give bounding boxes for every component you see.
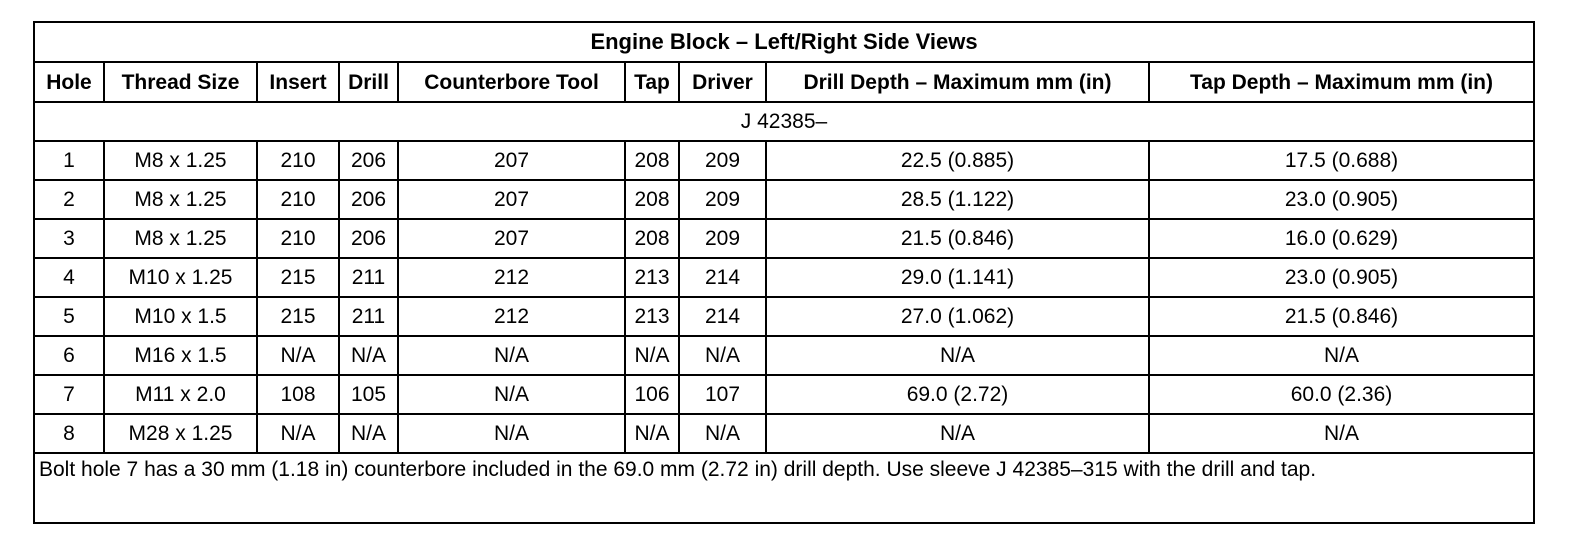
header-driver: Driver — [679, 62, 766, 102]
cell-driver: 209 — [679, 180, 766, 219]
table-row — [34, 219, 1534, 258]
cell-drill-depth: N/A — [766, 336, 1149, 375]
cell-tap-depth: 16.0 (0.629) — [1149, 219, 1534, 258]
header-thread-size: Thread Size — [104, 62, 257, 102]
engine-block-spec-table — [33, 21, 1535, 524]
header-tap-depth: Tap Depth – Maximum mm (in) — [1149, 62, 1534, 102]
cell-drill: 211 — [339, 297, 398, 336]
kit-row — [34, 102, 1534, 141]
cell-drill: 206 — [339, 141, 398, 180]
cell-drill: N/A — [339, 414, 398, 453]
table-header-row — [34, 62, 1534, 102]
cell-driver: N/A — [679, 414, 766, 453]
header-drill-depth: Drill Depth – Maximum mm (in) — [766, 62, 1149, 102]
header-tap: Tap — [625, 62, 679, 102]
cell-thread-size: M8 x 1.25 — [104, 219, 257, 258]
cell-tap: N/A — [625, 414, 679, 453]
cell-drill-depth: 21.5 (0.846) — [766, 219, 1149, 258]
table-note: Bolt hole 7 has a 30 mm (1.18 in) counterbore included in the 69.0 mm (2.72 in) drill depth. Use sleeve J 42385–315 with the drill and tap. — [34, 453, 1534, 523]
cell-counterbore-tool: 212 — [398, 258, 625, 297]
header-counterbore-tool: Counterbore Tool — [398, 62, 625, 102]
cell-insert: 215 — [257, 297, 339, 336]
cell-drill-depth: 22.5 (0.885) — [766, 141, 1149, 180]
cell-insert: 210 — [257, 141, 339, 180]
spec-table-container — [33, 21, 1533, 524]
cell-insert: 210 — [257, 180, 339, 219]
cell-tap: 106 — [625, 375, 679, 414]
table-title-row — [34, 22, 1534, 62]
table-row — [34, 297, 1534, 336]
cell-driver: 209 — [679, 141, 766, 180]
cell-thread-size: M10 x 1.25 — [104, 258, 257, 297]
cell-tap-depth: 17.5 (0.688) — [1149, 141, 1534, 180]
cell-hole: 6 — [34, 336, 104, 375]
cell-hole: 4 — [34, 258, 104, 297]
cell-driver: N/A — [679, 336, 766, 375]
cell-insert: N/A — [257, 336, 339, 375]
cell-drill: N/A — [339, 336, 398, 375]
cell-tap-depth: N/A — [1149, 336, 1534, 375]
cell-thread-size: M8 x 1.25 — [104, 141, 257, 180]
table-body — [34, 141, 1534, 453]
cell-counterbore-tool: 207 — [398, 219, 625, 258]
cell-driver: 209 — [679, 219, 766, 258]
cell-tap: 208 — [625, 180, 679, 219]
cell-drill-depth: N/A — [766, 414, 1149, 453]
cell-drill-depth: 27.0 (1.062) — [766, 297, 1149, 336]
cell-insert: N/A — [257, 414, 339, 453]
cell-hole: 8 — [34, 414, 104, 453]
cell-drill: 206 — [339, 180, 398, 219]
cell-tap: 213 — [625, 258, 679, 297]
cell-counterbore-tool: N/A — [398, 375, 625, 414]
header-insert: Insert — [257, 62, 339, 102]
cell-drill: 211 — [339, 258, 398, 297]
cell-tap-depth: 21.5 (0.846) — [1149, 297, 1534, 336]
cell-tap: 208 — [625, 141, 679, 180]
cell-thread-size: M8 x 1.25 — [104, 180, 257, 219]
cell-drill: 105 — [339, 375, 398, 414]
cell-drill-depth: 69.0 (2.72) — [766, 375, 1149, 414]
cell-hole: 5 — [34, 297, 104, 336]
cell-driver: 107 — [679, 375, 766, 414]
cell-tap: 213 — [625, 297, 679, 336]
cell-thread-size: M10 x 1.5 — [104, 297, 257, 336]
cell-hole: 2 — [34, 180, 104, 219]
cell-counterbore-tool: 212 — [398, 297, 625, 336]
cell-counterbore-tool: N/A — [398, 336, 625, 375]
table-row — [34, 141, 1534, 180]
cell-drill-depth: 28.5 (1.122) — [766, 180, 1149, 219]
table-row — [34, 336, 1534, 375]
cell-driver: 214 — [679, 297, 766, 336]
cell-hole: 3 — [34, 219, 104, 258]
cell-tap-depth: 23.0 (0.905) — [1149, 258, 1534, 297]
cell-drill-depth: 29.0 (1.141) — [766, 258, 1149, 297]
cell-drill: 206 — [339, 219, 398, 258]
cell-thread-size: M11 x 2.0 — [104, 375, 257, 414]
cell-hole: 7 — [34, 375, 104, 414]
header-hole: Hole — [34, 62, 104, 102]
cell-insert: 108 — [257, 375, 339, 414]
cell-tap-depth: 60.0 (2.36) — [1149, 375, 1534, 414]
note-row — [34, 453, 1534, 523]
cell-counterbore-tool: 207 — [398, 141, 625, 180]
cell-counterbore-tool: N/A — [398, 414, 625, 453]
cell-thread-size: M16 x 1.5 — [104, 336, 257, 375]
cell-tap-depth: N/A — [1149, 414, 1534, 453]
header-drill: Drill — [339, 62, 398, 102]
cell-tap: N/A — [625, 336, 679, 375]
kit-number: J 42385– — [34, 102, 1534, 141]
cell-counterbore-tool: 207 — [398, 180, 625, 219]
table-row — [34, 375, 1534, 414]
cell-insert: 215 — [257, 258, 339, 297]
cell-driver: 214 — [679, 258, 766, 297]
cell-tap-depth: 23.0 (0.905) — [1149, 180, 1534, 219]
cell-hole: 1 — [34, 141, 104, 180]
cell-insert: 210 — [257, 219, 339, 258]
cell-thread-size: M28 x 1.25 — [104, 414, 257, 453]
cell-tap: 208 — [625, 219, 679, 258]
table-row — [34, 414, 1534, 453]
table-row — [34, 180, 1534, 219]
table-title: Engine Block – Left/Right Side Views — [34, 22, 1534, 62]
table-row — [34, 258, 1534, 297]
